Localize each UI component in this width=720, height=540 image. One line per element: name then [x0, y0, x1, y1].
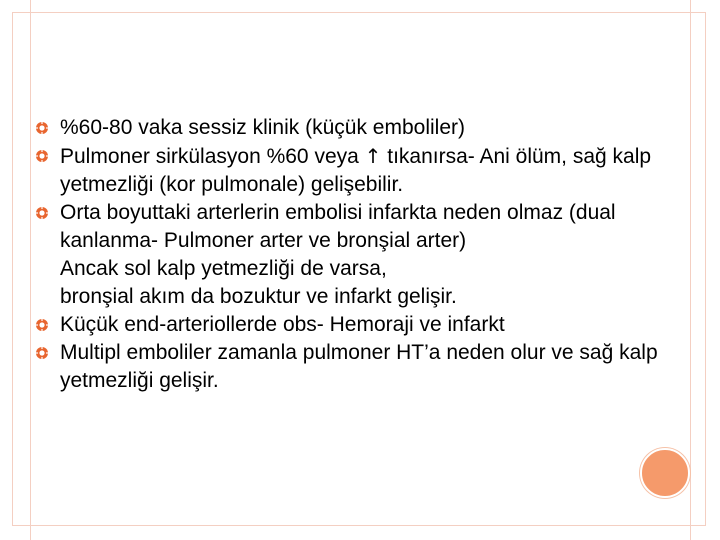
- gear-flower-bullet-icon: [34, 205, 50, 221]
- gear-flower-bullet-icon: [34, 120, 50, 136]
- bullet-text: Pulmoner sirkülasyon %60 veya: [60, 145, 365, 168]
- gear-flower-bullet-icon: [34, 317, 50, 333]
- bullet-item-5: [34, 339, 674, 395]
- gear-flower-bullet-icon: [34, 148, 50, 164]
- continuation-line-1: Ancak sol kalp yetmezliği de varsa,: [60, 257, 387, 280]
- up-arrow-symbol: ↑: [364, 144, 382, 168]
- decor-circle: [640, 448, 690, 498]
- continuation-line-2: bronşial akım da bozuktur ve infarkt gelişir.: [60, 285, 457, 308]
- bullet-text: Multipl emboliler zamanla pulmoner HT’a neden olur ve sağ kalp yetmezliği gelişir.: [60, 341, 658, 392]
- bullet-item-3: [34, 199, 674, 255]
- left-decor-line: [30, 0, 31, 540]
- bullet-item-2: [34, 142, 674, 199]
- bullet-item-4: [34, 311, 674, 339]
- bullet-text-after: tıkanırsa- Ani ölüm, sağ kalp yetmezliği (kor pulmonale) gelişebilir.: [60, 145, 652, 196]
- bullet-item-1: [34, 114, 674, 142]
- bullet-text: %60-80 vaka sessiz klinik (küçük emboliler): [60, 116, 465, 139]
- gear-flower-bullet-icon: [34, 345, 50, 361]
- bullet-text: Orta boyuttaki arterlerin embolisi infarkta neden olmaz (dual kanlanma- Pulmoner arter ve bronşial arter): [60, 201, 616, 252]
- bullet-text: Küçük end-arteriollerde obs- Hemoraji ve infarkt: [60, 313, 505, 336]
- slide-content: [34, 114, 674, 395]
- right-decor-line: [690, 0, 691, 540]
